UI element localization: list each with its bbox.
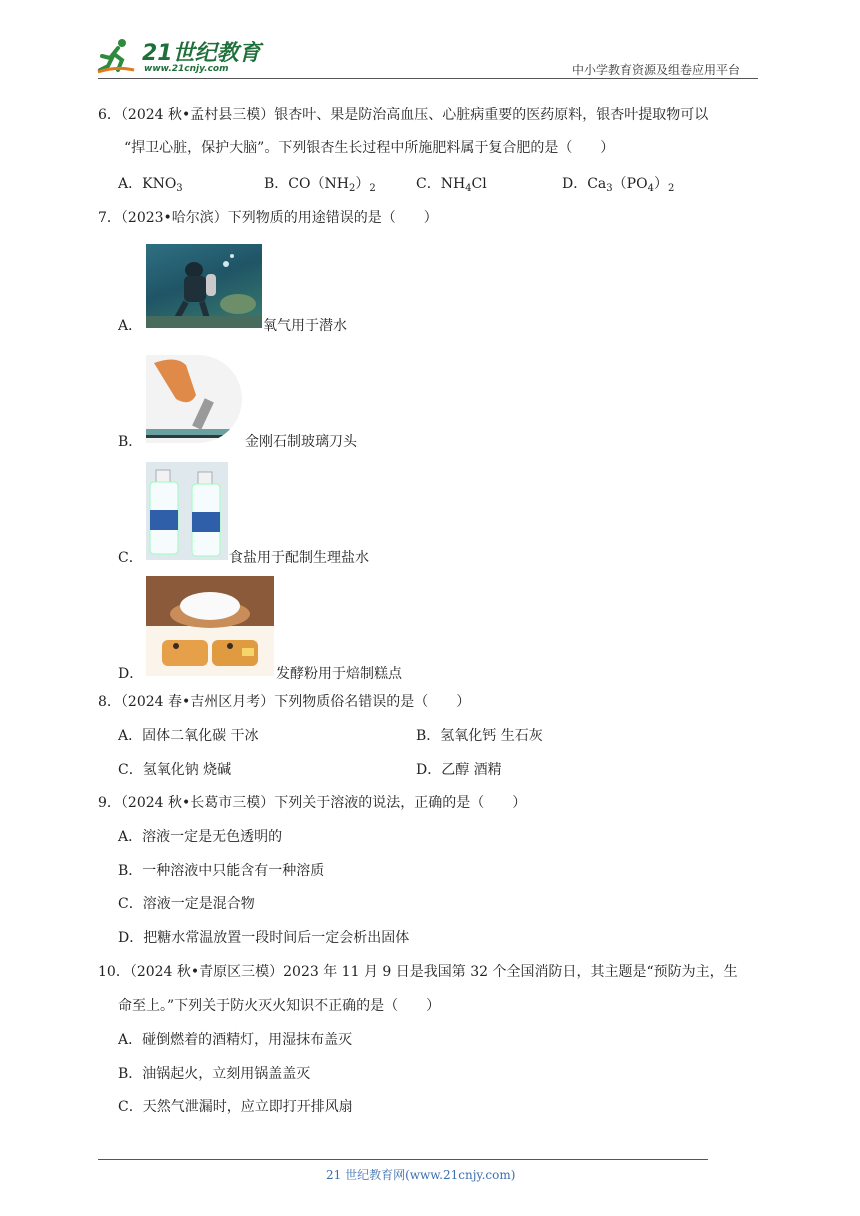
- header-divider: [98, 78, 758, 79]
- diver-illustration-icon: [146, 244, 262, 328]
- question-8-option-a: A．固体二氧化碳 干冰: [118, 728, 259, 744]
- question-7-option-c-text: 食盐用于配制生理盐水: [229, 550, 369, 566]
- question-8-stem: 8．（2024 春•吉州区月考）下列物质俗名错误的是（ ）: [98, 694, 471, 710]
- question-7-option-a-text: 氧气用于潜水: [263, 318, 347, 334]
- footer-link[interactable]: 21 世纪教育网(www.21cnjy.com): [326, 1168, 516, 1182]
- question-8-option-c: C．氢氧化钠 烧碱: [118, 762, 232, 778]
- question-8-option-d: D．乙醇 酒精: [416, 762, 502, 778]
- saline-bottles-illustration-icon: [146, 462, 228, 560]
- question-9-option-a: A．溶液一定是无色透明的: [118, 829, 283, 845]
- diver-photo: [146, 244, 262, 328]
- footer-divider: [98, 1159, 708, 1160]
- question-10-line-2: 命至上。”下列关于防火灭火知识不正确的是（ ）: [118, 998, 441, 1014]
- question-10-option-c: C．天然气泄漏时，应立即打开排风扇: [118, 1099, 353, 1115]
- question-7-option-a-letter: A．: [118, 318, 143, 334]
- question-9-option-c: C．溶液一定是混合物: [118, 896, 255, 912]
- baking-powder-photo: [146, 576, 274, 676]
- question-7-option-b-letter: B．: [118, 434, 143, 450]
- question-7-option-d-letter: D．: [118, 666, 144, 682]
- question-8-option-b: B．氢氧化钙 生石灰: [416, 728, 543, 744]
- question-10-line-1: 10．（2024 秋•青原区三模）2023 年 11 月 9 日是我国第 32 个全国消防日，其主题是“预防为主，生: [98, 964, 738, 980]
- question-6-option-a: A．$KNO_3$: [118, 176, 183, 194]
- question-7-stem: 7．（2023•哈尔滨）下列物质的用途错误的是（ ）: [98, 210, 438, 226]
- question-6-option-d: D．$Ca_3(PO_4)_2$: [562, 176, 675, 194]
- question-9-option-b: B．一种溶液中只能含有一种溶质: [118, 863, 325, 879]
- glass-cutter-photo: [146, 355, 242, 443]
- baking-powder-illustration-icon: [146, 576, 274, 676]
- question-7-option-b-text: 金刚石制玻璃刀头: [245, 434, 357, 450]
- question-10-option-a: A．碰倒燃着的酒精灯，用湿抹布盖灭: [118, 1032, 353, 1048]
- runner-logo-icon: [96, 36, 136, 76]
- glass-cutter-illustration-icon: [146, 355, 242, 443]
- platform-name: 中小学教育资源及组卷应用平台: [572, 63, 741, 77]
- question-7-option-c-letter: C．: [118, 550, 143, 566]
- logo-url-text: www.21cnjy.com: [144, 64, 229, 74]
- question-10-option-b: B．油锅起火，立刻用锅盖盖灭: [118, 1066, 311, 1082]
- saline-bottles-photo: [146, 462, 228, 560]
- logo-main-text: 21世纪教育: [142, 41, 261, 66]
- question-9-option-d: D．把糖水常温放置一段时间后一定会析出固体: [118, 930, 410, 946]
- question-9-stem: 9．（2024 秋•长葛市三模）下列关于溶液的说法，正确的是（ ）: [98, 795, 527, 811]
- question-6-line-2: “捍卫心脏，保护大脑”。下列银杏生长过程中所施肥料属于复合肥的是（ ）: [124, 140, 615, 156]
- site-logo: [96, 34, 266, 78]
- question-7-option-d-text: 发酵粉用于焙制糕点: [276, 666, 402, 682]
- question-6-line-1: 6．（2024 秋•孟村县三模）银杏叶、果是防治高血压、心脏病重要的医药原料，银杏叶提取物可以: [98, 107, 709, 123]
- question-6-option-c: C．$NH_4Cl$: [416, 176, 487, 194]
- question-6-option-b: B．$CO(NH_2)_2$: [264, 176, 376, 194]
